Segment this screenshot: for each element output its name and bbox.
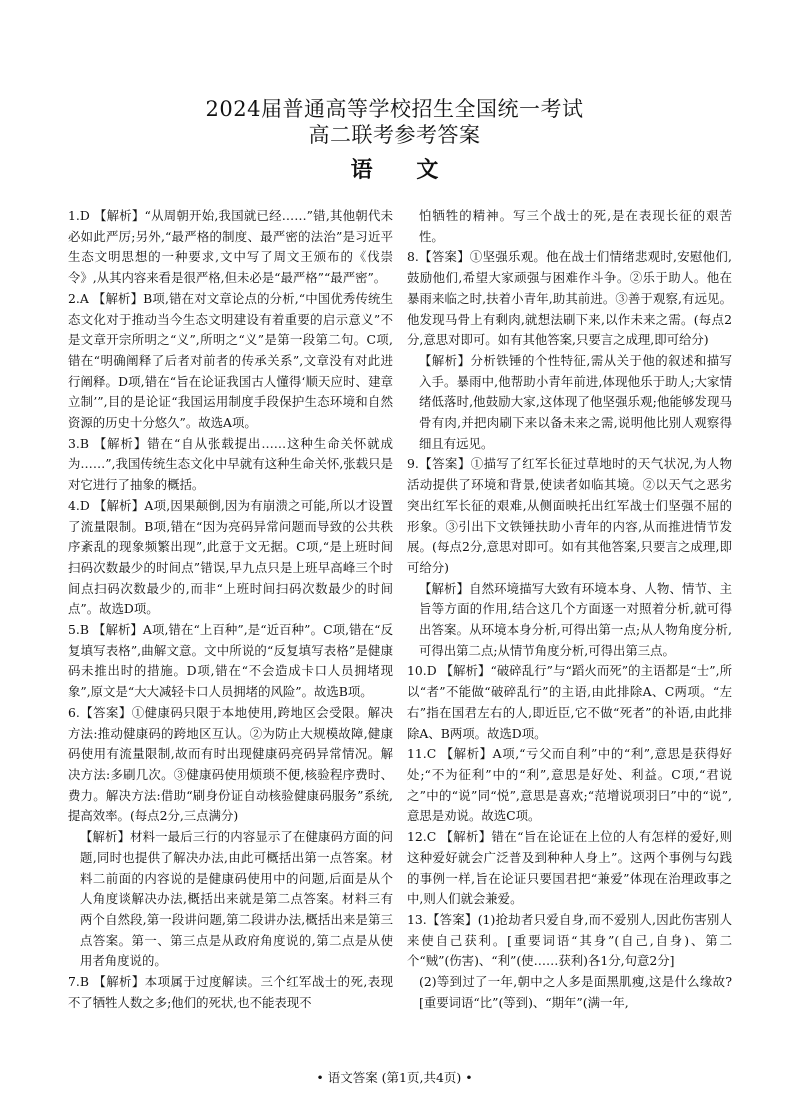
answer-columns [68,206,732,1056]
answer-paragraph: 2.A 【解析】B项,错在对文章论点的分析,“中国优秀传统生态文化对于推动当今生态文明建设有着重要的启示意义”不是文章开宗所明之“义”,所明之“义”是第一段第二句。C项,错在“明确阐释了后者对前者的传承关系”,文章没有对此进行阐释。D项,错在“旨在论证我国古人懂得‘顺天应时、建章立制’”,目的是论证“我国运用制度手段保护生态环境和自然资源的历史十分悠久”。故选A项。 [68,290,393,431]
answer-paragraph: 【解析】自然环境描写大致有环境本身、人物、情节、主旨等方面的作用,结合这几个方面逐一对照着分析,就可得出答案。从环境本身分析,可得出第一点;从人物角度分析,可得出第二点;从情节角度分析,可得出第三点。 [419,580,732,658]
answer-paragraph: 7.B 【解析】本项属于过度解读。三个红军战士的死,表现不了牺牲人数之多;他们的死状,也不能表现不 [68,974,393,1010]
exam-title: 2024届普通高等学校招生全国统一考试 [205,97,584,121]
answer-paragraph: 【解析】分析铁锤的个性特征,需从关于他的叙述和描写入手。暴雨中,他帮助小青年前进,体现他乐于助人;大家情绪低落时,他鼓励大家,这体现了他坚强乐观;他能够发现马骨有肉,并把肉刷下来以备未来之需,说明他比别人观察得细且有远见。 [419,352,732,451]
answer-paragraph: 5.B 【解析】A项,错在“上百种”,是“近百种”。C项,错在“反复填写表格”,曲解文意。文中所说的“反复填写表格”是健康码未推出时的措施。D项,错在“不会造成卡口人员拥堵现象”,原文是“大大减轻卡口人员拥堵的风险”。故选B项。 [68,622,393,700]
answer-paragraph: 12.C 【解析】错在“旨在论证在上位的人有怎样的爱好,则这种爱好就会广泛普及到种种人身上”。这两个事例与勾践的事例一样,旨在论证只要国君把“兼爱”体现在治理政事之中,则人们就会兼爱。 [407,829,732,907]
answer-paragraph: 3.B 【解析】错在“自从张载提出……这种生命关怀就成为……”,我国传统生态文化中早就有这种生命关怀,张载只是对它进行了抽象的概括。 [68,435,393,493]
answer-paragraph: (2)等到过了一年,朝中之人多是面黑肌瘦,这是什么缘故?[重要词语“比”(等到)、“期年”(满一年, [419,974,732,1010]
subject-title: 语 文 [350,157,457,183]
right-column [407,206,732,1056]
answer-paragraph: 8.【答案】①坚强乐观。他在战士们情绪悲观时,安慰他们,鼓励他们,希望大家顽强与困难作斗争。②乐于助人。他在暴雨来临之时,扶着小青年,助其前进。③善于观察,有远见。他发现马骨上有剩肉,就想法刷下来,以作未来之需。(每点2分,意思对即可。如有其他答案,只要言之成理,即可给分) [407,249,732,348]
answer-paragraph: 11.C 【解析】A项,“亏父而自利”中的“利”,意思是获得好处;“不为征利”中的“利”,意思是好处、利益。C项,“君说之”中的“说”同“悦”,意思是喜欢;“范增说项羽曰”中的“说”,意思是劝说。故选C项。 [407,746,732,824]
answer-paragraph: 9.【答案】①描写了红军长征过草地时的天气状况,为人物活动提供了环境和背景,使读者如临其境。②以天气之恶劣突出红军长征的艰难,从侧面映托出红军战士们坚强不屈的形象。③引出下文铁锤扶助小青年的内容,从而推进情节发展。(每点2分,意思对即可。如有其他答案,只要言之成理,即可给分) [407,456,732,575]
left-column [68,206,393,1056]
answer-paragraph: 怕牺牲的精神。写三个战士的死,是在表现长征的艰苦性。 [419,208,732,244]
answer-paragraph: 4.D 【解析】A项,因果颠倒,因为有崩溃之可能,所以才设置了流量限制。B项,错在“因为亮码异常问题而导致的公共秩序紊乱的现象频繁出现”,此意于文无据。C项,“是上班时间扫码次数最少的时间点”错误,早九点只是上班早高峰三个时间点扫码次数最少的,而非“上班时间扫码次数最少的时间点”。故选D项。 [68,497,393,617]
answer-paragraph: 【解析】材料一最后三行的内容显示了在健康码方面的问题,同时也提供了解决办法,由此可概括出第一点答案。材料二前面的内容说的是健康码使用中的问题,后面是从个人角度谈解决办法,概括出来就是第二点答案。材料三有两个自然段,第一段讲问题,第二段讲办法,概括出来是第三点答案。第一、第三点是从政府角度说的,第二点是从使用者角度说的。 [80,829,393,969]
answer-paragraph: 6.【答案】①健康码只限于本地使用,跨地区会受限。解决方法:推动健康码的跨地区互认。②为防止大规模故障,健康码使用有流量限制,故而有时出现健康码亮码异常情况。解决方法:多刷几次。③健康码使用烦琐不便,核验程序费时、费力。解决方法:借助“刷身份证自动核验健康码服务”系统,提高效率。(每点2分,三点满分) [68,704,393,824]
exam-subtitle: 高二联考参考答案 [308,123,481,147]
document-header [0,96,789,184]
answer-paragraph: 10.D 【解析】“破碎乱行”与“蹈火而死”的主语都是“士”,所以“者”不能做“破碎乱行”的主语,由此排除A、C两项。“左右”指在国君左右的人,即近臣,它不做“死者”的补语,由此排除A、B两项。故选D项。 [407,663,732,741]
answer-paragraph: 1.D 【解析】“从周朝开始,我国就已经……”错,其他朝代未必如此严厉;另外,“最严格的制度、最严密的法治”是习近平生态文明思想的一种要求,文中写了周文王颁布的《伐崇令》,从其内容来看是很严格,但未必是“最严格”“最严密”。 [68,208,393,286]
answer-paragraph: 13.【答案】(1)抢劫者只爱自身,而不爱别人,因此伤害别人来使自己获利。[重要词语“其身”(自己,自身)、第二个“贼”(伤害)、“利”(使……获利)各1分,句意2分] [407,911,732,969]
page-footer: • 语文答案 (第1页,共4页) • [316,1070,473,1085]
